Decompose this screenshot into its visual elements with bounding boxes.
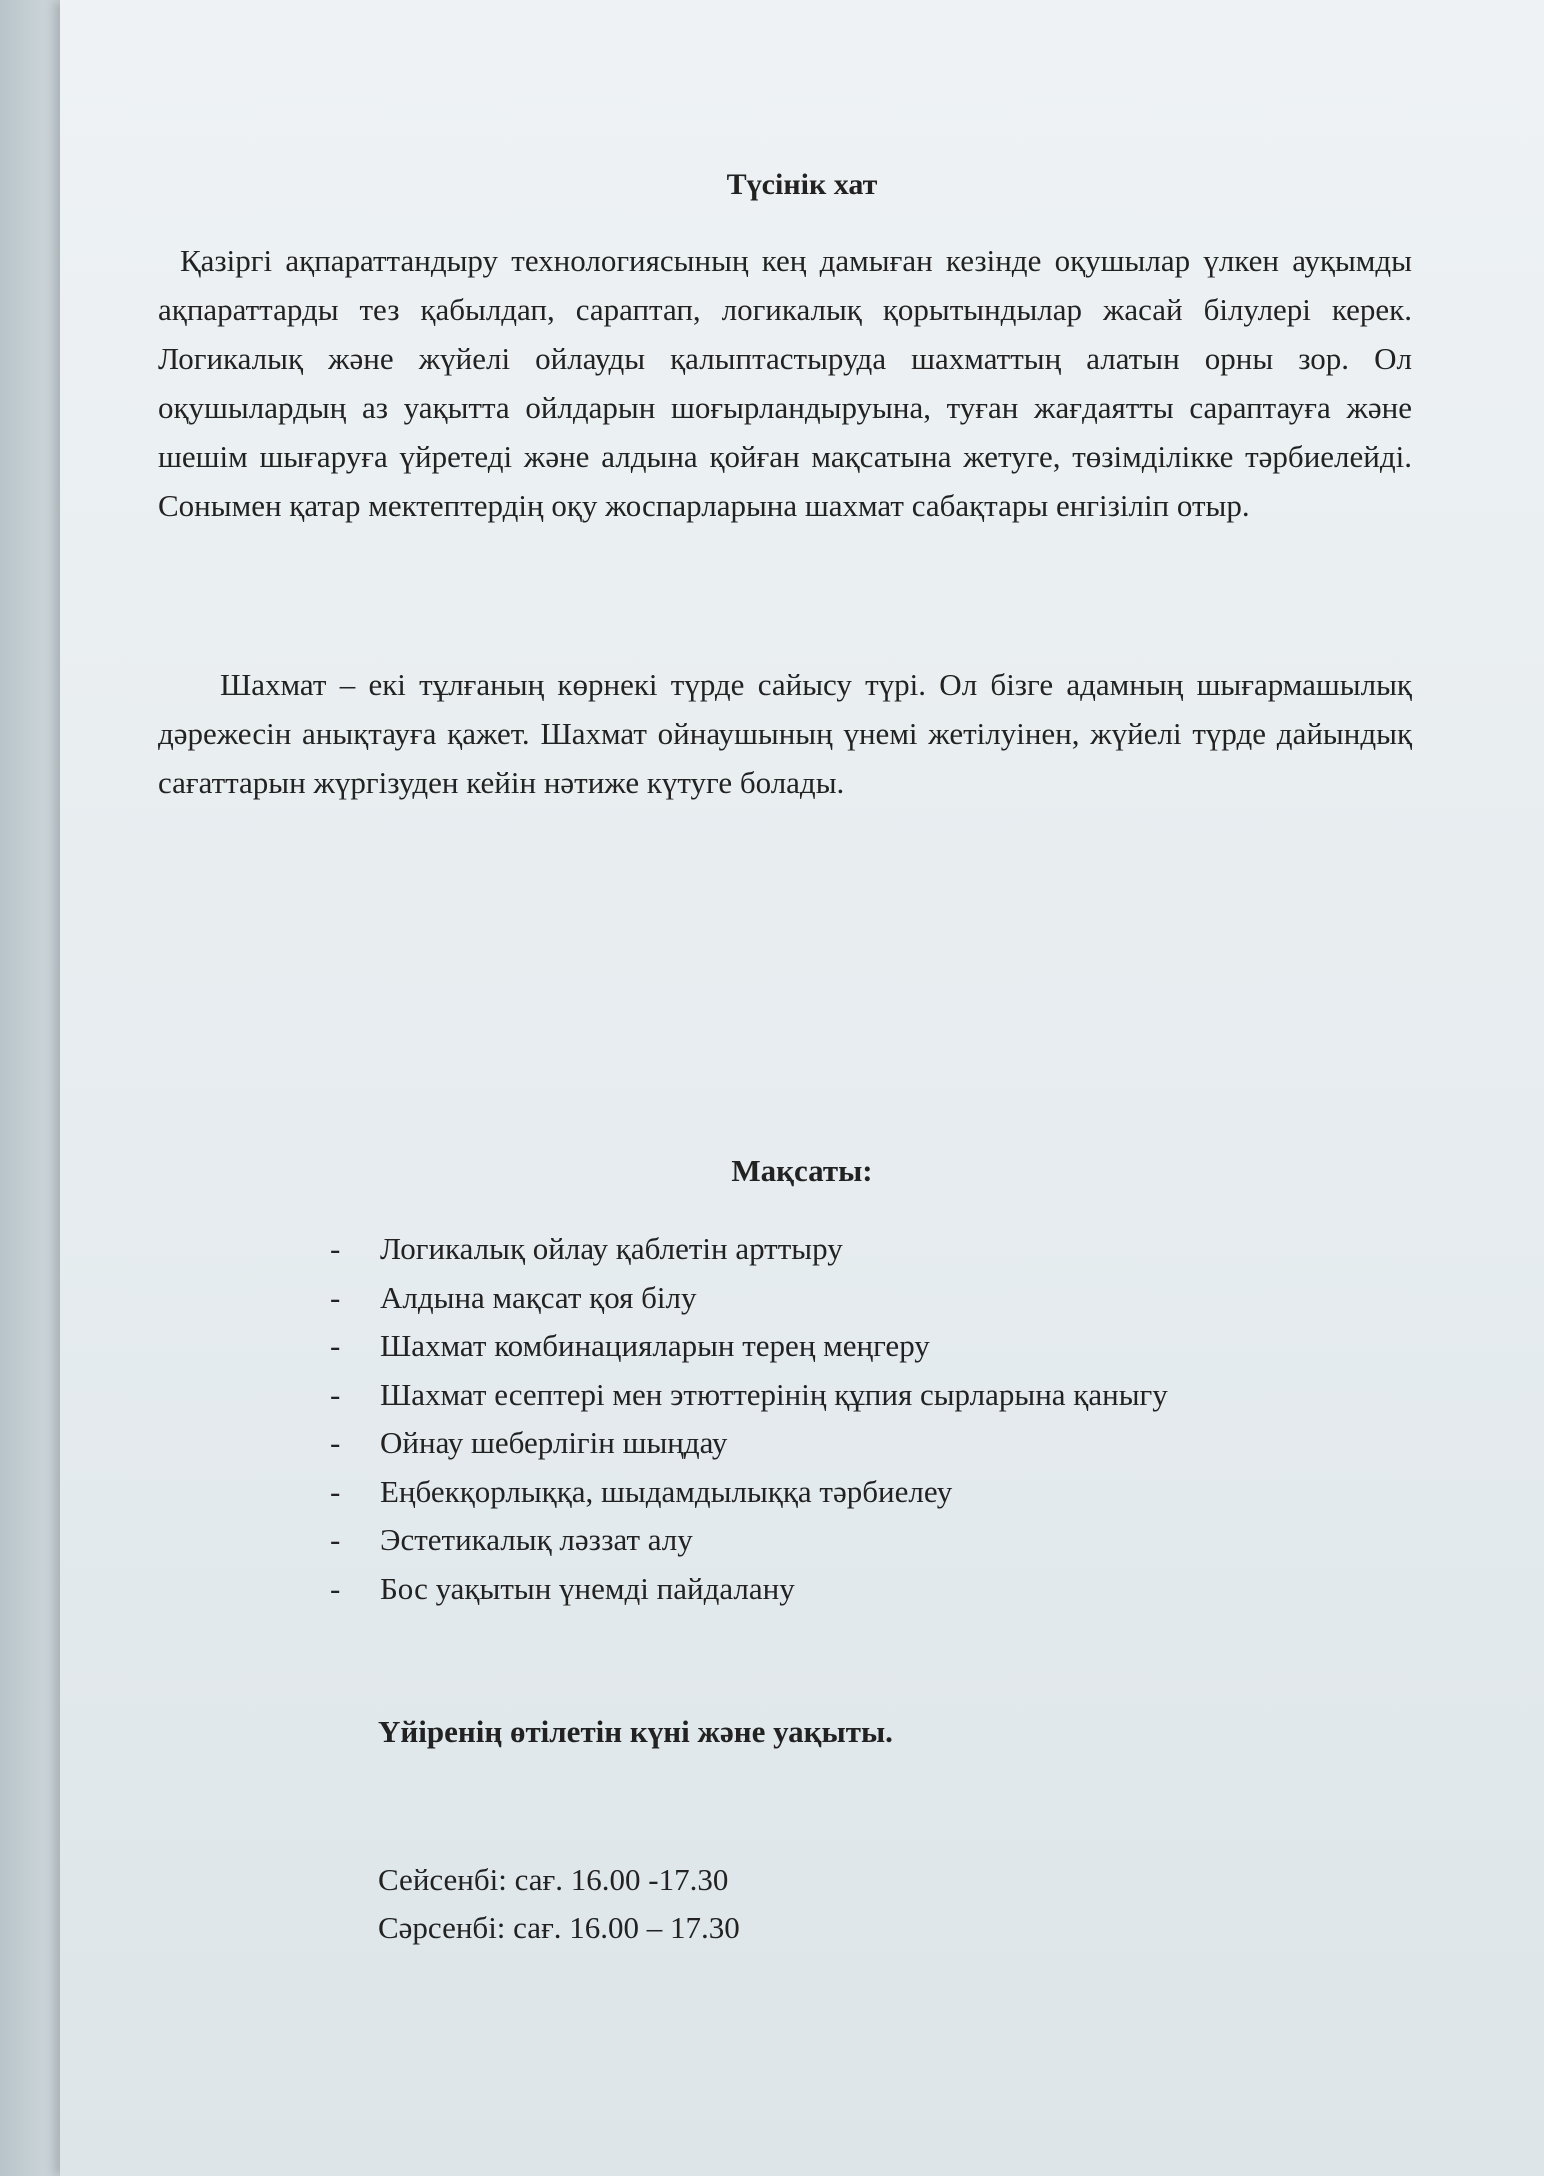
list-item [330, 1468, 1430, 1517]
list-dash: - [330, 1425, 341, 1460]
list-dash: - [330, 1473, 341, 1509]
schedule-line-tuesday: Сейсенбі: сағ. 16.00 -17.30 [378, 1862, 729, 1897]
list-dash: - [330, 1328, 341, 1363]
list-dash: - [330, 1376, 341, 1412]
list-item [330, 1516, 1430, 1565]
goal-text: Логикалық ойлау қаблетін арттыру [380, 1231, 843, 1266]
list-dash: - [330, 1231, 341, 1266]
paragraph-chess: Шахмат – екі тұлғаның көрнекі түрде сайысу түрі. Ол бізге адамның шығармашылық дәрежесін анықтауға қажет. Шахмат ойнаушының үнемі жетілуінен, жүйелі түрде дайындық сағаттарын жүргізуден кейін нәтиже күтуге болады. [158, 667, 1412, 800]
list-dash: - [330, 1570, 341, 1606]
list-item [330, 1419, 1430, 1468]
goal-text: Алдына мақсат қоя білу [380, 1279, 697, 1315]
list-dash: - [330, 1522, 341, 1557]
list-item [330, 1225, 1430, 1274]
paragraph-intro: Қазіргі ақпараттандыру технологиясының кең дамыған кезінде оқушылар үлкен ауқымды ақпараттарды тез қабылдап, сараптап, логикалық қорытындылар жасай білулері керек. Логикалық және жүйелі ойлауды қалыптастыруда шахматтың алатын орны зор. Ол оқушылардың аз уақытта ойлдарын шоғырландыруына, туған жағдаятты сараптауға және шешім шығаруға үйретеді және алдына қойған мақсатына жетуге, төзімділікке тәрбиелейді. Сонымен қатар мектептердің оқу жоспарларына шахмат сабақтары енгізіліп отыр. [158, 243, 1412, 523]
list-item [330, 1322, 1430, 1371]
goals-list [330, 1225, 1430, 1613]
goal-text: Бос уақытын үнемді пайдалану [380, 1570, 795, 1606]
schedule-heading: Үйіренің өтілетін күні және уақыты. [378, 1714, 893, 1749]
goal-text: Шахмат есептері мен этюттерінің құпия сырларына қаныгу [380, 1376, 1168, 1412]
goal-text: Эстетикалық ләззат алу [380, 1522, 693, 1557]
list-item [330, 1274, 1430, 1323]
goal-text: Шахмат комбинацияларын терең меңгеру [380, 1328, 930, 1363]
document-page [60, 0, 1544, 2176]
schedule-line-wednesday: Сәрсенбі: сағ. 16.00 – 17.30 [378, 1910, 740, 1945]
goal-text: Ойнау шеберлігін шыңдау [380, 1425, 728, 1460]
goal-text: Еңбекқорлыққа, шыдамдылыққа тәрбиелеу [380, 1473, 953, 1509]
list-item [330, 1371, 1430, 1420]
schedule-block [378, 1856, 740, 1952]
list-dash: - [330, 1279, 341, 1315]
goals-heading: Мақсаты: [731, 1153, 873, 1188]
document-title: Түсінік хат [726, 168, 878, 201]
list-item [330, 1565, 1430, 1614]
